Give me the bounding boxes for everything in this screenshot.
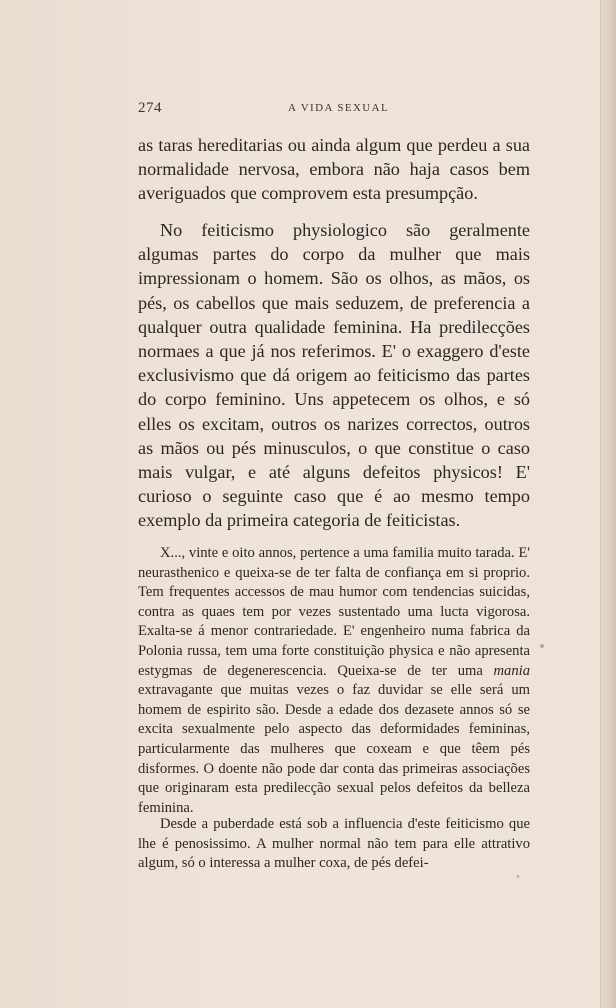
case-study-text-end: extravagante que muitas vezes o faz duvidar se elle será um homem de espirito são. Desde a edade dos dezasete annos só se excita sexualmente pelo aspecto das deformidades femininas, particularmente das mulheres que coxeam e que têem pés disformes. O doente não pode dar conta das primeiras associações que originaram esta predilecção sexual pelos defeitos da belleza feminina.	[138, 682, 530, 816]
case-study-paragraph-1	[138, 544, 530, 818]
case-study-text-start: X..., vinte e oito annos, pertence a uma familia muito tarada. E' neurasthenico e queixa-se de ter falta de confiança em si proprio. Tem frequentes accessos de mau humor com tendencias suicidas, contra as quaes tem por vezes sustentado uma lucta vigorosa. Exalta-se á menor contrariedade. E' engenheiro numa fabrica da Polonia russa, tem uma forte constituição physica e não apresenta estygmas de degenerescencia. Queixa-se de ter uma	[138, 545, 530, 679]
paper-speck	[517, 875, 519, 878]
page-edge	[600, 0, 616, 1008]
paper-speck	[540, 644, 544, 648]
body-paragraph-1: as taras hereditarias ou ainda algum que perdeu a sua normalidade nervosa, embora não haja casos bem averiguados que comprovem esta presumpção.	[138, 135, 530, 204]
body-paragraph-2: No feiticismo physiologico são geralmente algumas partes do corpo da mulher que mais impressionam o homem. São os olhos, as mãos, os pés, os cabellos que mais seduzem, de preferencia a qualquer outra qualidade feminina. Ha predilecções normaes a que já nos referimos. E' o exaggero d'este exclusivismo que dá origem ao feiticismo das partes do corpo feminino. Uns appetecem os olhos, e só elles os excitam, outros os narizes correctos, outros as mãos ou pés minusculos, o que constitue o caso mais vulgar, e até alguns defeitos physicos! E' curioso o seguinte caso que é ao mesmo tempo exemplo da primeira categoria de feiticistas.	[138, 220, 530, 531]
case-study-italic-term: mania	[493, 662, 530, 679]
page-header	[138, 100, 530, 118]
case-study-paragraph-2: Desde a puberdade está sob a influencia d'este feiticismo que lhe é penosissimo. A mulher normal não tem para elle attrativo algum, só o interessa a mulher coxa, de pés defei-	[138, 816, 530, 872]
running-title: A VIDA SEXUAL	[288, 102, 390, 114]
page-number: 274	[138, 100, 162, 116]
